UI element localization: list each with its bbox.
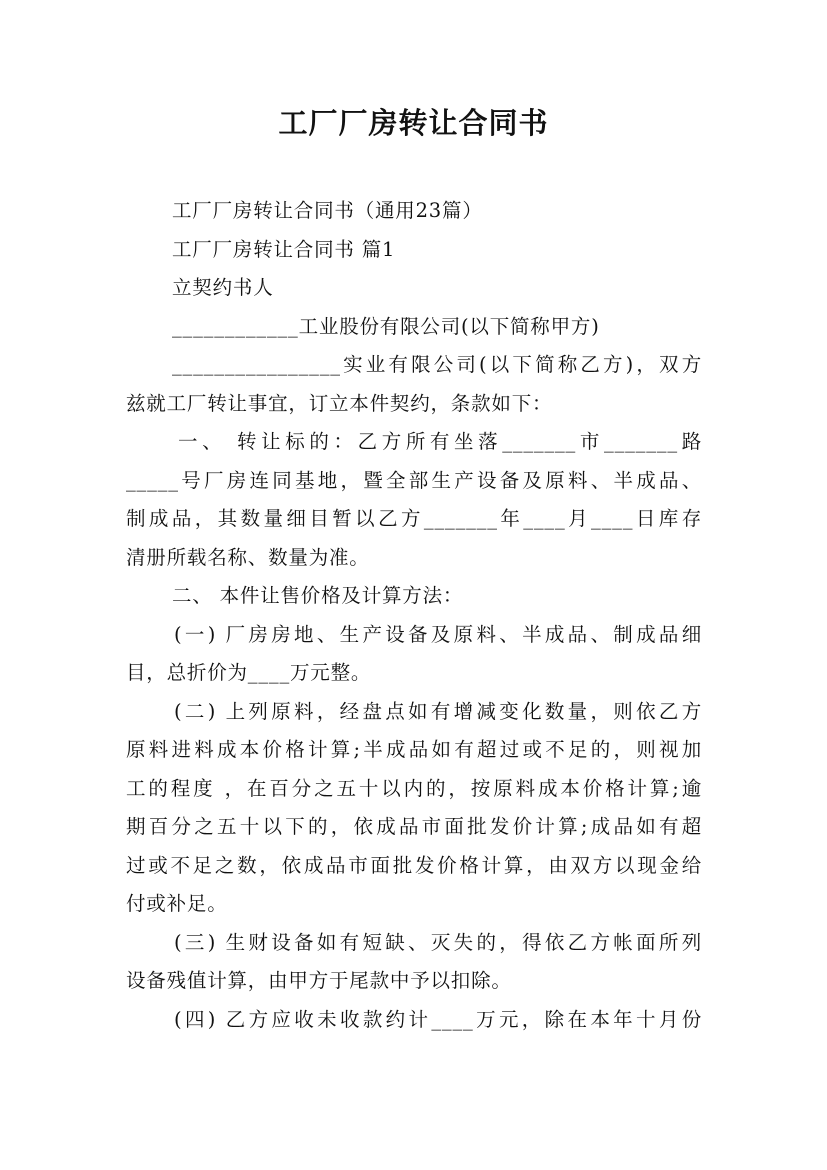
text-line: 立契约书人 xyxy=(172,276,274,299)
text-line: 兹就工厂转让事宜，订立本件契约，条款如下： xyxy=(126,391,553,415)
section-heading: 工厂厂房转让合同书 篇1 xyxy=(172,237,396,261)
text-line: ____________工业股份有限公司(以下简称甲方) xyxy=(172,314,600,338)
text-line: (一) 厂房房地、生产设备及原料、半成品、制成品细 xyxy=(174,622,702,646)
text-line: 过或不足之数，依成品市面批发价格计算，由双方以现金给 xyxy=(126,853,702,877)
text-line: 原料进料成本价格计算;半成品如有超过或不足的，则视加 xyxy=(126,738,702,761)
text-line: (二) 上列原料，经盘点如有增减变化数量，则依乙方 xyxy=(174,699,702,723)
text-line: (三) 生财设备如有短缺、灭失的，得依乙方帐面所列 xyxy=(174,930,702,954)
text-line: 设备残值计算，由甲方于尾款中予以扣除。 xyxy=(126,969,512,992)
clause-heading: 一、 转让标的：乙方所有坐落_______市_______路 xyxy=(178,430,702,453)
text-line: 目，总折价为____万元整。 xyxy=(126,661,372,684)
text-line: 期百分之五十以下的，依成品市面批发价计算;成品如有超 xyxy=(126,815,702,838)
text-line: 付或补足。 xyxy=(126,892,228,915)
text-line: 清册所载名称、数量为准。 xyxy=(126,545,370,569)
text-line: 工的程度 ，在百分之五十以内的，按原料成本价格计算;逾 xyxy=(126,776,702,800)
document-title: 工厂厂房转让合同书 xyxy=(278,106,549,140)
text-line: _____号厂房连同基地，暨全部生产设备及原料、半成品、 xyxy=(126,468,702,492)
text-line: 制成品，其数量细目暂以乙方_______年____月____日库存 xyxy=(126,507,702,530)
text-line: (四) 乙方应收未收款约计____万元，除在本年十月份 xyxy=(174,1007,702,1031)
clause-heading: 二、 本件让售价格及计算方法： xyxy=(172,584,464,607)
text-line: ________________实业有限公司(以下简称乙方)，双方 xyxy=(172,353,702,376)
subtitle-line: 工厂厂房转让合同书（通用23篇） xyxy=(172,199,483,222)
document-body xyxy=(126,192,702,1039)
